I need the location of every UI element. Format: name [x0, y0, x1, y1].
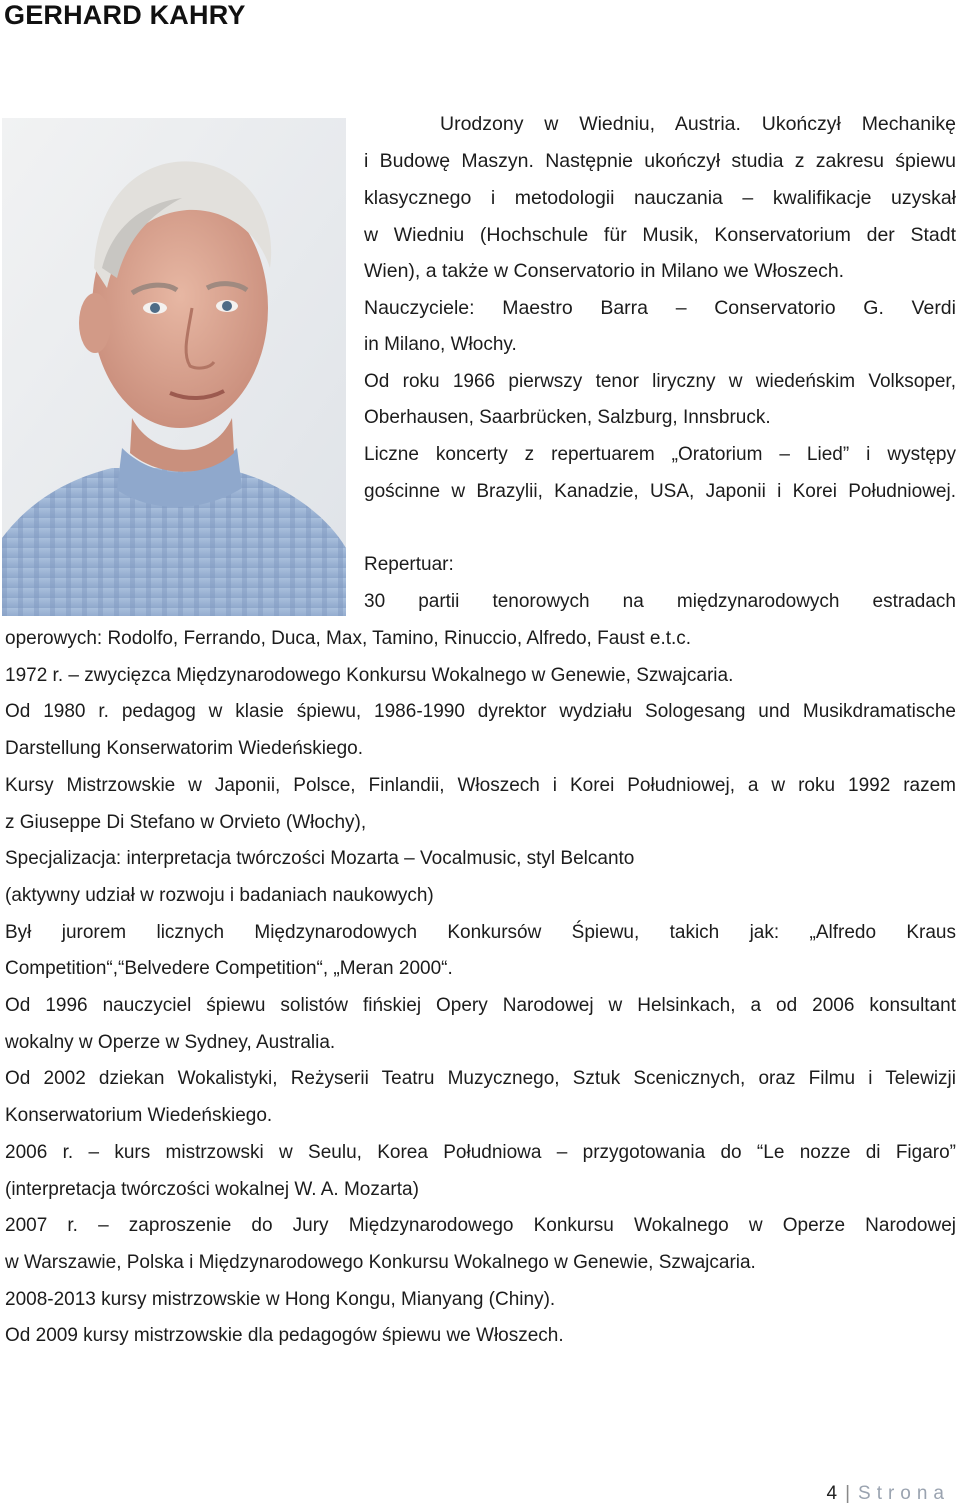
page-title: GERHARD KAHRY — [4, 0, 246, 30]
repertoire-line-1: 30 partii tenorowych na międzynarodowych estradach — [364, 591, 956, 612]
bio-line-9: Oberhausen, Saarbrücken, Salzburg, Innsbruck. — [364, 407, 771, 428]
bio-line-2008: 2008-2013 kursy mistrzowskie w Hong Kongu, Mianyang (Chiny). — [5, 1289, 556, 1310]
bio-line-courses-b: z Giuseppe Di Stefano w Orvieto (Włochy), — [5, 812, 367, 833]
bio-line-1972: 1972 r. – zwycięzca Międzynarodowego Konkursu Wokalnego w Genewie, Szwajcaria. — [5, 665, 734, 686]
bio-line-1980a: Od 1980 r. pedagog w klasie śpiewu, 1986-1990 dyrektor wydziału Sologesang und Musikdramatische — [5, 701, 956, 722]
bio-line-5: Wien), a także w Conservatorio in Milano we Włoszech. — [364, 260, 845, 282]
bio-line-courses-a: Kursy Mistrzowskie w Japonii, Polsce, Finlandii, Włoszech i Korei Południowej, a w roku 1992 razem — [5, 775, 956, 796]
bio-line-2002a: Od 2002 dziekan Wokalistyki, Reżyserii Teatru Muzycznego, Sztuk Scenicznych, oraz Filmu i Telewizji — [5, 1068, 956, 1089]
bio-line-2: i Budowę Maszyn. Następnie ukończył studia z zakresu śpiewu — [364, 150, 956, 172]
bio-line-4: w Wiedniu (Hochschule für Musik, Konservatorium der Stadt — [364, 224, 956, 246]
bio-line-11: gościnne w Brazylii, Kanadzie, USA, Japonii i Korei Południowej. — [364, 481, 956, 502]
bio-line-8: Od roku 1966 pierwszy tenor liryczny w wiedeńskim Volksoper, — [364, 371, 956, 392]
bio-line-1: Urodzony w Wiedniu, Austria. Ukończył Mechanikę — [440, 113, 956, 135]
repertoire-heading: Repertuar: — [364, 554, 454, 575]
portrait-photo — [2, 118, 346, 616]
bio-line-specialization: Specjalizacja: interpretacja twórczości Mozarta – Vocalmusic, styl Belcanto — [5, 848, 635, 869]
page-label: Strona — [858, 1483, 950, 1504]
bio-line-6: Nauczyciele: Maestro Barra – Conservatorio G. Verdi — [364, 297, 956, 319]
page-footer — [827, 1483, 951, 1505]
bio-line-7: in Milano, Włochy. — [364, 334, 517, 355]
bio-line-1980b: Darstellung Konserwatorim Wiedeńskiego. — [5, 738, 363, 759]
footer-separator: | — [845, 1483, 851, 1504]
page-number: 4 — [826, 1483, 838, 1504]
bio-line-1996a: Od 1996 nauczyciel śpiewu solistów fińskiej Opery Narodowej w Helsinkach, a od 2006 konsultant — [5, 995, 956, 1016]
bio-line-2007a: 2007 r. – zaproszenie do Jury Międzynarodowego Konkursu Wokalnego w Operze Narodowej — [5, 1215, 956, 1236]
bio-line-1996b: wokalny w Operze w Sydney, Australia. — [5, 1032, 336, 1053]
repertoire-line-2: operowych: Rodolfo, Ferrando, Duca, Max, Tamino, Rinuccio, Alfredo, Faust e.t.c. — [5, 628, 692, 649]
bio-line-2007b: w Warszawie, Polska i Międzynarodowego Konkursu Wokalnego w Genewie, Szwajcaria. — [5, 1252, 756, 1273]
bio-line-juror-b: Competition“,“Belvedere Competition“, „Meran 2000“. — [5, 958, 453, 979]
bio-line-2002b: Konserwatorium Wiedeńskiego. — [5, 1105, 273, 1126]
bio-line-2006a: 2006 r. – kurs mistrzowski w Seulu, Korea Południowa – przygotowania do “Le nozze di Figaro” — [5, 1142, 956, 1163]
bio-line-2006b: (interpretacja twórczości wokalnej W. A. Mozarta) — [5, 1179, 419, 1200]
bio-line-3: klasycznego i metodologii nauczania – kwalifikacje uzyskał — [364, 187, 956, 209]
bio-line-2009: Od 2009 kursy mistrzowskie dla pedagogów śpiewu we Włoszech. — [5, 1325, 564, 1346]
bio-line-juror-a: Był jurorem licznych Międzynarodowych Konkursów Śpiewu, takich jak: „Alfredo Kraus — [5, 922, 956, 943]
bio-line-10: Liczne koncerty z repertuarem „Oratorium – Lied” i występy — [364, 444, 956, 465]
bio-line-research: (aktywny udział w rozwoju i badaniach naukowych) — [5, 885, 434, 906]
